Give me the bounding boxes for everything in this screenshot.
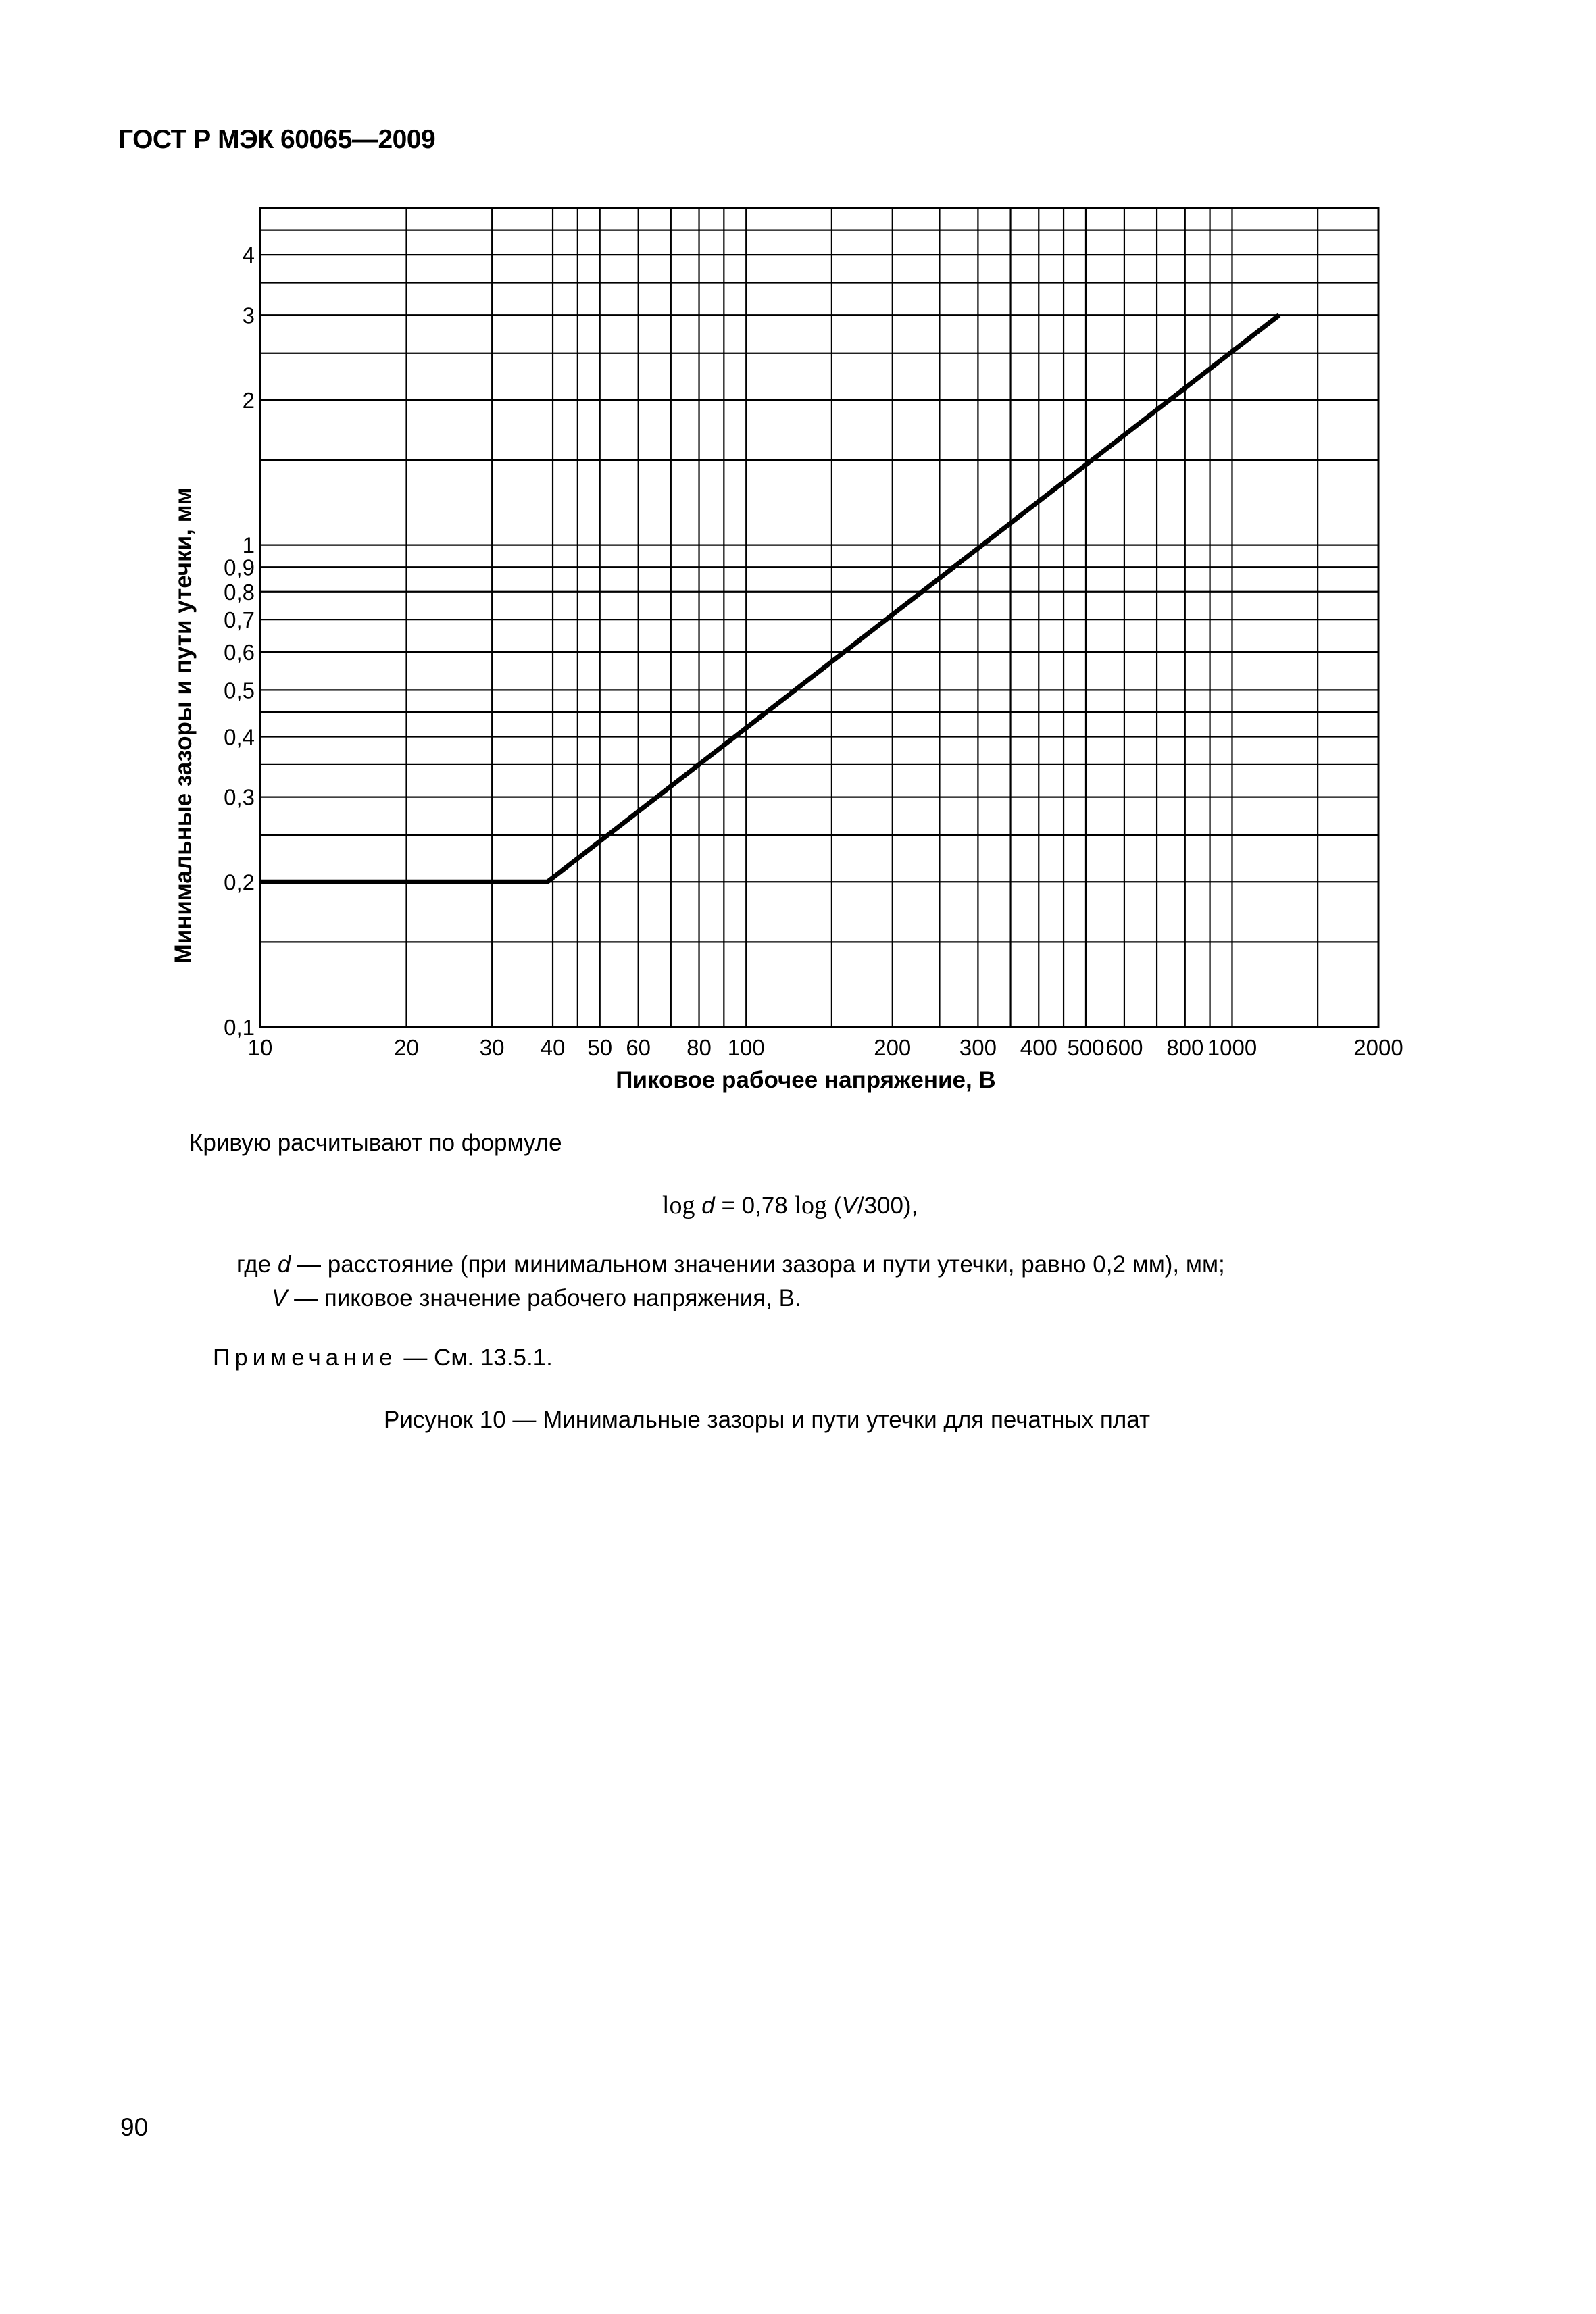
- y-tick-label: 0,7: [224, 607, 255, 633]
- formula-var-d: d: [701, 1192, 715, 1219]
- x-tick-label: 20: [394, 1035, 419, 1060]
- figure-caption: Рисунок 10 — Минимальные зазоры и пути утечки для печатных плат: [384, 1407, 1150, 1433]
- x-tick-label: 50: [587, 1035, 613, 1060]
- x-tick-label: 1000: [1207, 1035, 1257, 1060]
- x-tick-label: 40: [540, 1035, 566, 1060]
- clearance-chart: [0, 0, 1596, 1115]
- y-axis-label: Минимальные зазоры и пути утечки, мм: [170, 487, 197, 964]
- x-tick-label: 800: [1166, 1035, 1204, 1060]
- definition-v: [272, 1285, 801, 1312]
- y-tick-label: 0,1: [224, 1015, 255, 1040]
- note-text: — См. 13.5.1.: [397, 1344, 553, 1371]
- y-tick-label: 0,5: [224, 678, 255, 703]
- y-tick-label: 1: [242, 532, 255, 558]
- document-header: ГОСТ Р МЭК 60065—2009: [118, 125, 436, 154]
- y-tick-label: 2: [242, 387, 255, 413]
- y-tick-label: 4: [242, 243, 255, 268]
- x-tick-label: 80: [687, 1035, 712, 1060]
- formula-log-2: log: [794, 1191, 828, 1219]
- definition-d-symbol: d: [277, 1251, 291, 1278]
- x-tick-label: 500: [1067, 1035, 1105, 1060]
- y-tick-label: 0,6: [224, 639, 255, 665]
- x-tick-label: 2000: [1353, 1035, 1403, 1060]
- x-tick-label: 600: [1105, 1035, 1143, 1060]
- where-prefix: где: [236, 1251, 278, 1278]
- y-tick-label: 3: [242, 303, 255, 328]
- formula-coef: = 0,78: [714, 1192, 795, 1219]
- formula-tail: /300),: [857, 1192, 918, 1219]
- formula-log: log: [662, 1191, 695, 1219]
- definition-d: [236, 1251, 1225, 1278]
- x-tick-label: 100: [727, 1035, 765, 1060]
- formula: [662, 1190, 918, 1220]
- definition-v-text: — пиковое значение рабочего напряжения, В.: [287, 1285, 801, 1311]
- formula-intro: Кривую расчитывают по формуле: [189, 1130, 562, 1156]
- y-tick-label: 0,3: [224, 784, 255, 810]
- formula-var-v: V: [841, 1192, 857, 1219]
- definition-d-text: — расстояние (при минимальном значении зазора и пути утечки, равно 0,2 мм), мм;: [291, 1251, 1225, 1278]
- y-tick-label: 0,9: [224, 555, 255, 580]
- note-label: Примечание: [213, 1344, 397, 1371]
- x-tick-label: 400: [1020, 1035, 1057, 1060]
- definition-v-symbol: V: [272, 1285, 288, 1311]
- y-tick-label: 0,2: [224, 870, 255, 895]
- plot-frame: [260, 208, 1378, 1027]
- note: [213, 1344, 553, 1372]
- y-tick-label: 0,8: [224, 579, 255, 605]
- x-tick-label: 200: [874, 1035, 912, 1060]
- x-tick-label: 10: [247, 1035, 273, 1060]
- x-axis-label: Пиковое рабочее напряжение, В: [616, 1067, 996, 1093]
- y-tick-label: 0,4: [224, 724, 255, 750]
- formula-paren: (: [827, 1192, 842, 1219]
- x-tick-label: 300: [959, 1035, 997, 1060]
- x-tick-label: 30: [479, 1035, 505, 1060]
- x-tick-label: 60: [626, 1035, 651, 1060]
- page-number: 90: [120, 2113, 149, 2141]
